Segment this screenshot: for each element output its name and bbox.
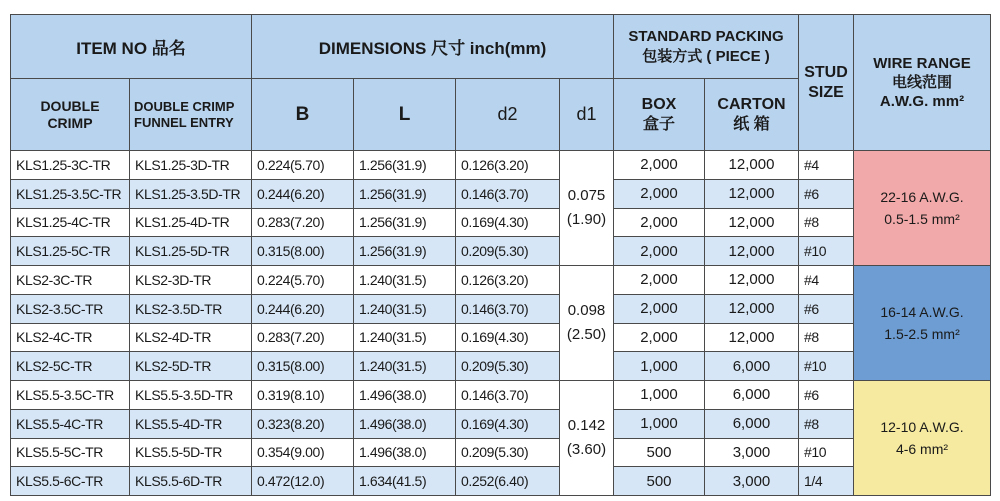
funnel-entry-part: KLS5.5-4D-TR <box>130 409 252 438</box>
box-qty: 1,000 <box>614 381 705 410</box>
box-qty: 2,000 <box>614 323 705 352</box>
carton-qty: 12,000 <box>705 237 799 266</box>
stud-size: #8 <box>799 323 854 352</box>
item-no-header: ITEM NO 品名 <box>11 15 252 79</box>
spec-table <box>10 14 991 496</box>
table-row <box>11 352 991 381</box>
dim-b: 0.224(5.70) <box>252 151 354 180</box>
dim-l: 1.496(38.0) <box>354 409 456 438</box>
col-l-header: L <box>354 79 456 151</box>
stud-size: #8 <box>799 409 854 438</box>
stud-size: #6 <box>799 381 854 410</box>
box-qty: 500 <box>614 438 705 467</box>
dim-l: 1.240(31.5) <box>354 266 456 295</box>
dim-d1 <box>560 266 614 381</box>
funnel-entry-part: KLS5.5-6D-TR <box>130 467 252 496</box>
dim-b: 0.472(12.0) <box>252 467 354 496</box>
dim-l: 1.256(31.9) <box>354 208 456 237</box>
col-b-header: B <box>252 79 354 151</box>
double-crimp-part: KLS1.25-3.5C-TR <box>11 179 130 208</box>
box-qty: 2,000 <box>614 237 705 266</box>
dim-b: 0.319(8.10) <box>252 381 354 410</box>
double-crimp-part: KLS1.25-5C-TR <box>11 237 130 266</box>
dim-d2: 0.169(4.30) <box>456 208 560 237</box>
dim-b: 0.244(6.20) <box>252 179 354 208</box>
dim-l: 1.240(31.5) <box>354 294 456 323</box>
stud-size: #10 <box>799 438 854 467</box>
d1-mm: (1.90) <box>566 211 607 228</box>
d1-inch: 0.098 <box>567 302 606 319</box>
stud-size: #4 <box>799 151 854 180</box>
box-qty: 2,000 <box>614 208 705 237</box>
double-crimp-part: KLS5.5-5C-TR <box>11 438 130 467</box>
table-row <box>11 179 991 208</box>
dim-b: 0.224(5.70) <box>252 266 354 295</box>
d1-mm: (2.50) <box>566 326 607 343</box>
dim-d2: 0.146(3.70) <box>456 294 560 323</box>
table-row <box>11 266 991 295</box>
dim-l: 1.256(31.9) <box>354 151 456 180</box>
dim-d2: 0.169(4.30) <box>456 409 560 438</box>
dim-d2: 0.209(5.30) <box>456 237 560 266</box>
carton-header-line2: 纸 箱 <box>733 115 770 133</box>
dim-b: 0.244(6.20) <box>252 294 354 323</box>
packing-header-line1: STANDARD PACKING <box>628 27 784 45</box>
funnel-entry-part: KLS2-3D-TR <box>130 266 252 295</box>
dim-d1 <box>560 381 614 496</box>
double-crimp-part: KLS1.25-4C-TR <box>11 208 130 237</box>
stud-size-header-line1: STUD <box>804 63 848 81</box>
funnel-entry-header <box>130 79 252 151</box>
double-crimp-part: KLS2-3C-TR <box>11 266 130 295</box>
box-qty: 2,000 <box>614 294 705 323</box>
box-header <box>614 79 705 151</box>
double-crimp-part: KLS2-4C-TR <box>11 323 130 352</box>
table-row <box>11 381 991 410</box>
table-row <box>11 237 991 266</box>
wire-awg: 12-10 A.W.G. <box>880 419 964 435</box>
dim-d2: 0.252(6.40) <box>456 467 560 496</box>
stud-size: #10 <box>799 352 854 381</box>
carton-qty: 6,000 <box>705 352 799 381</box>
funnel-entry-part: KLS5.5-5D-TR <box>130 438 252 467</box>
table-row <box>11 151 991 180</box>
box-qty: 2,000 <box>614 266 705 295</box>
dim-b: 0.283(7.20) <box>252 208 354 237</box>
dim-b: 0.315(8.00) <box>252 237 354 266</box>
d1-inch: 0.142 <box>567 417 606 434</box>
dim-l: 1.634(41.5) <box>354 467 456 496</box>
carton-header <box>705 79 799 151</box>
box-qty: 2,000 <box>614 151 705 180</box>
dim-l: 1.256(31.9) <box>354 237 456 266</box>
funnel-entry-line2: FUNNEL ENTRY <box>134 114 234 130</box>
dim-d2: 0.126(3.20) <box>456 266 560 295</box>
dim-l: 1.496(38.0) <box>354 381 456 410</box>
box-qty: 1,000 <box>614 352 705 381</box>
box-header-line2: 盒子 <box>642 115 675 133</box>
dim-l: 1.240(31.5) <box>354 352 456 381</box>
stud-size: #6 <box>799 294 854 323</box>
table-row <box>11 438 991 467</box>
double-crimp-part: KLS5.5-6C-TR <box>11 467 130 496</box>
carton-qty: 12,000 <box>705 323 799 352</box>
dim-d2: 0.146(3.70) <box>456 179 560 208</box>
funnel-entry-part: KLS2-4D-TR <box>130 323 252 352</box>
wire-range <box>854 151 991 266</box>
double-crimp-part: KLS1.25-3C-TR <box>11 151 130 180</box>
wire-range-header <box>854 15 991 151</box>
wire-mm2: 1.5-2.5 mm² <box>884 326 960 342</box>
dim-d2: 0.209(5.30) <box>456 438 560 467</box>
dim-d2: 0.209(5.30) <box>456 352 560 381</box>
stud-size-header-line2: SIZE <box>808 83 844 101</box>
stud-size: #8 <box>799 208 854 237</box>
wire-awg: 22-16 A.W.G. <box>880 189 964 205</box>
double-crimp-part: KLS5.5-4C-TR <box>11 409 130 438</box>
funnel-entry-line1: DOUBLE CRIMP <box>134 98 235 114</box>
dim-d1 <box>560 151 614 266</box>
dim-l: 1.240(31.5) <box>354 323 456 352</box>
double-crimp-part: KLS2-5C-TR <box>11 352 130 381</box>
double-crimp-part: KLS5.5-3.5C-TR <box>11 381 130 410</box>
dim-b: 0.354(9.00) <box>252 438 354 467</box>
stud-size: 1/4 <box>799 467 854 496</box>
funnel-entry-part: KLS1.25-4D-TR <box>130 208 252 237</box>
dim-d2: 0.146(3.70) <box>456 381 560 410</box>
dim-l: 1.496(38.0) <box>354 438 456 467</box>
table-row <box>11 409 991 438</box>
wire-range <box>854 266 991 381</box>
double-crimp-line2: CRIMP <box>47 114 93 131</box>
wire-awg: 16-14 A.W.G. <box>880 304 964 320</box>
funnel-entry-part: KLS5.5-3.5D-TR <box>130 381 252 410</box>
carton-qty: 3,000 <box>705 438 799 467</box>
dim-b: 0.323(8.20) <box>252 409 354 438</box>
stud-size: #4 <box>799 266 854 295</box>
box-qty: 2,000 <box>614 179 705 208</box>
dim-d2: 0.169(4.30) <box>456 323 560 352</box>
double-crimp-line1: DOUBLE <box>40 97 100 114</box>
stud-size-header <box>799 15 854 151</box>
carton-qty: 12,000 <box>705 294 799 323</box>
funnel-entry-part: KLS1.25-3D-TR <box>130 151 252 180</box>
carton-qty: 12,000 <box>705 179 799 208</box>
col-d1-header: d1 <box>560 79 614 151</box>
box-qty: 500 <box>614 467 705 496</box>
double-crimp-part: KLS2-3.5C-TR <box>11 294 130 323</box>
funnel-entry-part: KLS2-3.5D-TR <box>130 294 252 323</box>
dim-b: 0.315(8.00) <box>252 352 354 381</box>
wire-range-header-line3: A.W.G. mm² <box>879 93 965 110</box>
dimensions-header: DIMENSIONS 尺寸 inch(mm) <box>252 15 614 79</box>
d1-inch: 0.075 <box>567 187 606 204</box>
stud-size: #6 <box>799 179 854 208</box>
carton-header-line1: CARTON <box>717 95 786 113</box>
wire-mm2: 0.5-1.5 mm² <box>884 211 960 227</box>
double-crimp-header <box>11 79 130 151</box>
packing-header-line2: 包装方式 ( PIECE ) <box>642 47 770 65</box>
wire-mm2: 4-6 mm² <box>895 441 949 457</box>
carton-qty: 3,000 <box>705 467 799 496</box>
dim-d2: 0.126(3.20) <box>456 151 560 180</box>
wire-range-header-line1: WIRE RANGE <box>873 55 971 72</box>
box-qty: 1,000 <box>614 409 705 438</box>
table-row <box>11 208 991 237</box>
dim-l: 1.256(31.9) <box>354 179 456 208</box>
box-header-line1: BOX <box>641 95 677 113</box>
carton-qty: 12,000 <box>705 151 799 180</box>
header-row-1 <box>11 15 991 79</box>
funnel-entry-part: KLS1.25-3.5D-TR <box>130 179 252 208</box>
dim-b: 0.283(7.20) <box>252 323 354 352</box>
funnel-entry-part: KLS1.25-5D-TR <box>130 237 252 266</box>
d1-mm: (3.60) <box>566 441 607 458</box>
col-d2-header: d2 <box>456 79 560 151</box>
stud-size: #10 <box>799 237 854 266</box>
carton-qty: 6,000 <box>705 381 799 410</box>
table-row <box>11 294 991 323</box>
table-row <box>11 467 991 496</box>
carton-qty: 12,000 <box>705 266 799 295</box>
packing-header <box>614 15 799 79</box>
wire-range-header-line2: 电线范围 <box>891 74 952 91</box>
funnel-entry-part: KLS2-5D-TR <box>130 352 252 381</box>
carton-qty: 6,000 <box>705 409 799 438</box>
wire-range <box>854 381 991 496</box>
table-row <box>11 323 991 352</box>
carton-qty: 12,000 <box>705 208 799 237</box>
spec-table-body <box>11 151 991 496</box>
